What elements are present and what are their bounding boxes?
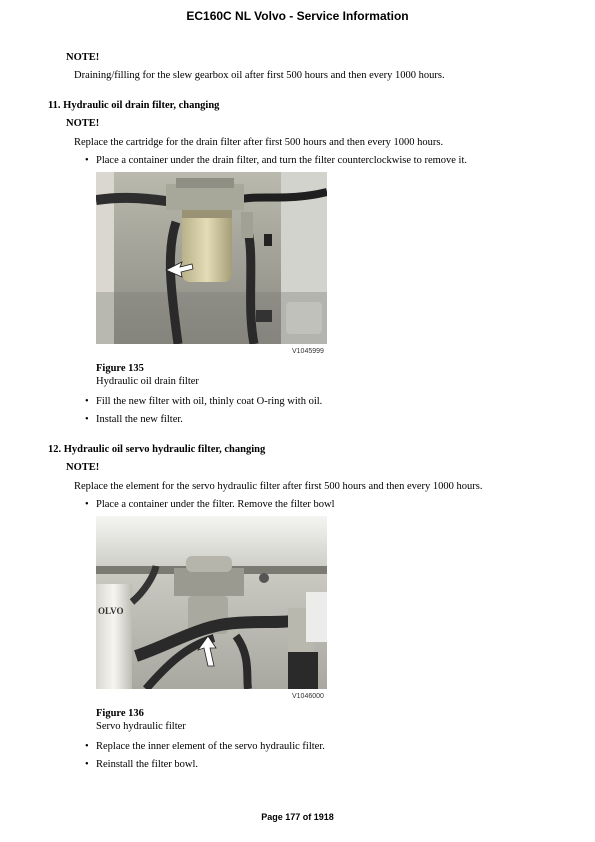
drain-filter-photo-illustration — [96, 172, 327, 344]
page-header: EC160C NL Volvo - Service Information — [186, 9, 409, 23]
figure-135-photo — [96, 172, 327, 344]
note-label: NOTE! — [66, 52, 100, 63]
note-label: NOTE! — [66, 118, 100, 129]
list-item: • Install the new filter. — [96, 413, 183, 426]
note-text: Draining/filling for the slew gearbox oil after first 500 hours and then every 1000 hours. — [74, 70, 445, 81]
figure-code: V1045999 — [292, 348, 324, 355]
figure-label: Figure 135 — [96, 363, 144, 374]
figure-label: Figure 136 — [96, 708, 144, 719]
page-footer: Page 177 of 1918 — [261, 812, 334, 822]
step-11-heading — [48, 99, 219, 112]
step-number: 12. — [48, 444, 62, 455]
list-item: • Reinstall the filter bowl. — [96, 758, 198, 771]
step-number: 11. — [48, 100, 61, 111]
note-text: Replace the cartridge for the drain filter after first 500 hours and then every 1000 hours. — [74, 137, 444, 148]
list-item: • Place a container under the filter. Remove the filter bowl — [96, 498, 335, 511]
figure-code: V1046000 — [292, 693, 324, 700]
step-title: Hydraulic oil drain filter, changing — [63, 100, 220, 111]
figure-caption: Servo hydraulic filter — [96, 721, 186, 732]
note-text: Replace the element for the servo hydraulic filter after first 500 hours and then every 1000 hours. — [74, 481, 483, 492]
note-label: NOTE! — [66, 462, 100, 473]
list-item: • Replace the inner element of the servo hydraulic filter. — [96, 740, 325, 753]
list-item: • Fill the new filter with oil, thinly coat O-ring with oil. — [96, 395, 322, 408]
step-12-heading — [48, 443, 265, 456]
list-item: • Place a container under the drain filter, and turn the filter counterclockwise to remove it. — [96, 154, 467, 167]
filter-logo-text: OLVO — [98, 606, 124, 616]
servo-filter-photo-illustration — [96, 516, 327, 689]
figure-136-photo — [96, 516, 327, 689]
step-title: Hydraulic oil servo hydraulic filter, changing — [63, 444, 266, 455]
figure-caption: Hydraulic oil drain filter — [96, 376, 199, 387]
